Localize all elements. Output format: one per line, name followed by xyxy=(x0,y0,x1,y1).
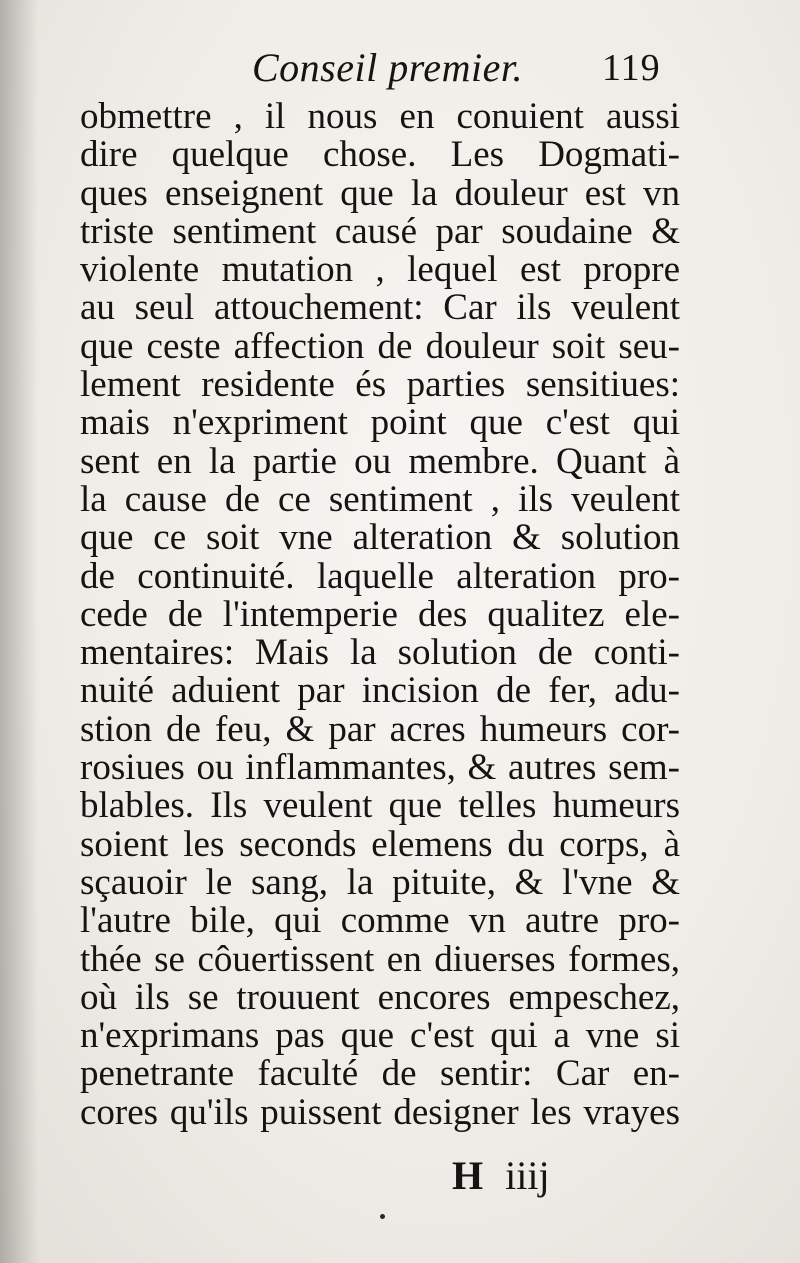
text-line: violente mutation , lequel est propre xyxy=(80,249,680,291)
text-line: sent en la partie ou membre. Quant à xyxy=(80,440,680,482)
text-line: stion de feu, & par acres humeurs cor- xyxy=(80,708,680,750)
text-line: penetrante faculté de sentir: Car en- xyxy=(80,1053,680,1095)
ink-speck xyxy=(380,1214,385,1219)
text-line: l'autre bile, qui comme vn autre pro- xyxy=(80,900,680,942)
text-line: dire quelque chose. Les Dogmati- xyxy=(80,134,680,176)
text-line: la cause de ce sentiment , ils veulent xyxy=(80,478,680,520)
running-head-title: Conseil premier. xyxy=(252,45,523,90)
text-line: que ce soit vne alteration & solution xyxy=(80,517,680,559)
text-line: sçauoir le sang, la pituite, & l'vne & xyxy=(80,861,680,903)
text-line: cede de l'intemperie des qualitez ele- xyxy=(80,593,680,635)
text-line: mentaires: Mais la solution de conti- xyxy=(80,632,680,674)
text-line: obmettre , il nous en conuient aussi xyxy=(80,96,680,137)
text-line: que ceste affection de douleur soit seu- xyxy=(80,325,680,367)
body-text xyxy=(80,98,680,1132)
signature-numeral: iiij xyxy=(505,1153,550,1198)
binding-shadow xyxy=(0,0,38,1263)
text-line: blables. Ils veulent que telles humeurs xyxy=(80,785,680,827)
signature-mark xyxy=(452,1152,550,1199)
text-line: triste sentiment causé par soudaine & xyxy=(80,210,680,252)
running-head xyxy=(0,40,800,100)
text-line: au seul attouchement: Car ils veulent xyxy=(80,287,680,329)
text-line: thée se côuertissent en diuerses formes, xyxy=(80,938,680,980)
text-line: n'exprimans pas que c'est qui a vne si xyxy=(80,1015,680,1057)
signature-letter: H xyxy=(452,1153,484,1198)
text-line: rosiues ou inflammantes, & autres sem- xyxy=(80,747,680,789)
text-line: de continuité. laquelle alteration pro- xyxy=(80,555,680,597)
text-line: ques enseignent que la douleur est vn xyxy=(80,172,680,214)
page-number: 119 xyxy=(602,47,661,89)
text-line: mais n'expriment point que c'est qui xyxy=(80,402,680,444)
text-line: où ils se trouuent encores empeschez, xyxy=(80,976,680,1018)
text-line: nuité aduient par incision de fer, adu- xyxy=(80,670,680,712)
text-line: lement residente és parties sensitiues: xyxy=(80,364,680,406)
text-line: soient les seconds elemens du corps, à xyxy=(80,823,680,865)
text-line: cores qu'ils puissent designer les vrayes xyxy=(80,1091,680,1133)
